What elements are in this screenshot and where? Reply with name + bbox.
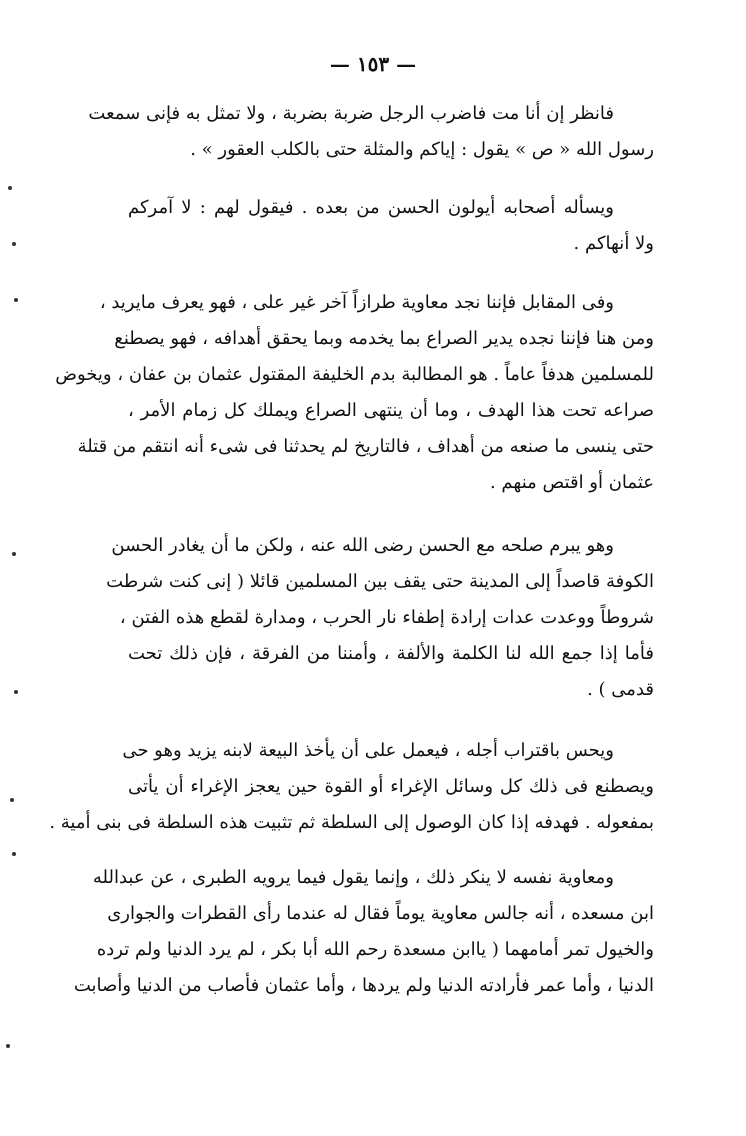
text-line: وهو يبرم صلحه مع الحسن رضى الله عنه ، ولكن ما أن يغادر الحسن (111, 535, 614, 556)
scan-margin-mark (12, 242, 16, 246)
scan-margin-mark (12, 552, 16, 556)
text-line: وفى المقابل فإننا نجد معاوية طرازاً آخر غير على ، فهو يعرف مايريد ، (99, 292, 614, 313)
text-line: قدمى ) . (587, 679, 654, 700)
text-line: فانظر إن أنا مت فاضرب الرجل ضربة بضربة ، ولا تمثل به فإنى سمعت (88, 103, 614, 124)
text-line: الكوفة قاصداً إلى المدينة حتى يقف بين المسلمين قائلا ( إنى كنت شرطت (106, 571, 654, 592)
text-line: للمسلمين هدفاً عاماً . هو المطالبة بدم الخليفة المقتول عثمان بن عفان ، ويخوض (55, 364, 654, 385)
scan-margin-mark (14, 690, 18, 694)
text-line: شروطاً ووعدت عدات إرادة إطفاء نار الحرب ، ومدارة لقطع هذه الفتن ، (119, 607, 654, 628)
text-line: رسول الله « ص » يقول : إياكم والمثلة حتى بالكلب العقور » . (190, 139, 654, 160)
text-line: ولا أنهاكم . (573, 233, 654, 254)
scan-margin-mark (12, 852, 16, 856)
scan-margin-mark (14, 298, 18, 302)
text-line: عثمان أو اقتص منهم . (489, 472, 654, 493)
scan-margin-mark (8, 186, 12, 190)
text-line: حتى ينسى ما صنعه من أهداف ، فالتاريخ لم يحدثنا فى شىء أنه انتقم من قتلة (77, 436, 654, 457)
text-line: بمفعوله . فهدفه إذا كان الوصول إلى السلطة ثم تثبيت هذه السلطة فى بنى أمية . (49, 812, 654, 833)
paragraph-2 (128, 190, 654, 262)
text-line: ويحس باقتراب أجله ، فيعمل على أن يأخذ البيعة لابنه يزيد وهو حى (122, 740, 614, 761)
scan-margin-mark (6, 1044, 10, 1048)
paragraph-1 (88, 96, 654, 168)
text-line: ومعاوية نفسه لا ينكر ذلك ، وإنما يقول فيما يرويه الطبرى ، عن عبدالله (92, 867, 614, 888)
paragraph-3 (55, 285, 654, 501)
text-line: الدنيا ، وأما عمر فأرادته الدنيا ولم يردها ، وأما عثمان فأصاب من الدنيا وأصابت (73, 975, 654, 996)
text-line: صراعه تحت هذا الهدف ، وما أن ينتهى الصراع ويملك كل زمام الأمر ، (128, 400, 654, 421)
text-line: ويسأله أصحابه أيولون الحسن من بعده . فيقول لهم : لا آمركم (128, 197, 614, 218)
scan-margin-mark (10, 798, 14, 802)
text-line: ومن هنا فإننا نجده يدير الصراع بما يخدمه وبما يحقق أهدافه ، فهو يصطنع (114, 328, 654, 349)
text-line: والخيول تمر أمامهما ( ياابن مسعدة رحم الله أبا بكر ، لم يرد الدنيا ولم ترده (96, 939, 654, 960)
text-line: ويصطنع فى ذلك كل وسائل الإغراء أو القوة حين يعجز الإغراء أن يأتى (128, 776, 654, 797)
paragraph-5 (49, 733, 654, 841)
paragraph-6 (73, 860, 654, 1004)
paragraph-4 (106, 528, 654, 708)
text-line: فأما إذا جمع الله لنا الكلمة والألفة ، وأمننا من الفرقة ، فإن ذلك تحت (128, 643, 654, 664)
page-number: — ١٥٣ — (329, 52, 417, 76)
text-line: ابن مسعده ، أنه جالس معاوية يوماً فقال له عندما رأى القطرات والجوارى (107, 903, 654, 924)
